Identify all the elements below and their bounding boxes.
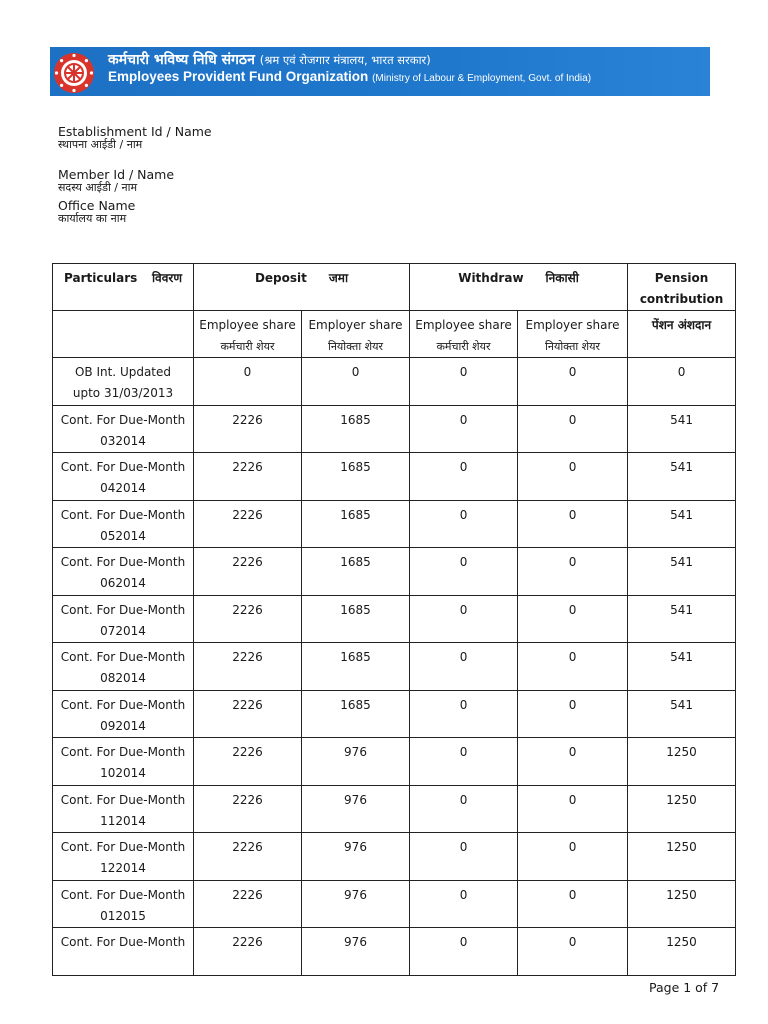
particulars-cell	[53, 500, 194, 548]
member-label-en: Member Id / Name	[58, 167, 175, 182]
office-label-hi: कार्यालय का नाम	[58, 212, 127, 225]
col-deposit-header	[194, 264, 410, 311]
particulars-line1: Cont. For Due-Month	[60, 887, 186, 902]
deposit-employee-cell: 2226	[194, 643, 302, 691]
particulars-line1: Cont. For Due-Month	[60, 412, 186, 427]
pension-line2: contribution	[639, 292, 724, 306]
withdraw-employer-cell: 0	[518, 643, 628, 691]
subheader-withdraw-employer	[518, 311, 628, 358]
establishment-label-en: Establishment Id / Name	[58, 124, 212, 139]
withdraw-employer-cell: 0	[518, 405, 628, 453]
deposit-employee-cell: 2226	[194, 690, 302, 738]
withdraw-employer-cell: 0	[518, 880, 628, 928]
withdraw-employer-cell: 0	[518, 785, 628, 833]
subheader-withdraw-employee	[410, 311, 518, 358]
subheader-pension	[628, 311, 736, 358]
table-row	[53, 358, 736, 406]
header-title-english	[108, 69, 591, 84]
pension-cell: 1250	[628, 785, 736, 833]
particulars-line2: 042014	[100, 481, 146, 495]
table-row	[53, 880, 736, 928]
table-row	[53, 690, 736, 738]
withdraw-employee-cell: 0	[410, 405, 518, 453]
deposit-employee-cell: 2226	[194, 548, 302, 596]
deposit-employer-cell: 1685	[302, 500, 410, 548]
dep-emp-en: Employee share	[199, 318, 296, 332]
withdraw-employee-cell: 0	[410, 690, 518, 738]
withdraw-employer-cell: 0	[518, 690, 628, 738]
deposit-employer-cell: 1685	[302, 595, 410, 643]
withdraw-employee-cell: 0	[410, 738, 518, 786]
table-row	[53, 500, 736, 548]
withdraw-employer-cell: 0	[518, 595, 628, 643]
withdraw-hi: निकासी	[545, 271, 579, 285]
pension-cell: 1250	[628, 738, 736, 786]
withdraw-employee-cell: 0	[410, 785, 518, 833]
withdraw-employer-cell: 0	[518, 738, 628, 786]
col-pension-header	[628, 264, 736, 311]
particulars-line1: Cont. For Due-Month	[60, 507, 186, 522]
table-header-row	[53, 264, 736, 311]
particulars-cell	[53, 548, 194, 596]
particulars-line1: Cont. For Due-Month	[60, 650, 186, 664]
deposit-employer-cell: 0	[302, 358, 410, 406]
deposit-employer-cell: 976	[302, 785, 410, 833]
particulars-line2: 082014	[100, 671, 146, 685]
office-label-en: Office Name	[58, 198, 136, 213]
table-row	[53, 785, 736, 833]
particulars-cell	[53, 738, 194, 786]
deposit-employer-cell: 1685	[302, 690, 410, 738]
deposit-employee-cell: 2226	[194, 453, 302, 501]
ministry-english: (Ministry of Labour & Employment, Govt. of India)	[372, 73, 592, 84]
wd-empr-hi: नियोक्ता शेयर	[544, 340, 601, 353]
org-name-hindi: कर्मचारी भविष्य निधि संगठन	[108, 52, 255, 68]
particulars-line2: 032014	[100, 433, 146, 448]
wd-emp-hi: कर्मचारी शेयर	[436, 340, 491, 353]
withdraw-employer-cell: 0	[518, 453, 628, 501]
subheader-blank-cell	[53, 311, 194, 358]
deposit-employee-cell: 2226	[194, 500, 302, 548]
pension-line1: Pension	[654, 271, 709, 285]
pension-cell: 1250	[628, 880, 736, 928]
withdraw-employee-cell: 0	[410, 643, 518, 691]
table-row	[53, 548, 736, 596]
deposit-employer-cell: 976	[302, 833, 410, 881]
pension-cell: 541	[628, 453, 736, 501]
withdraw-employee-cell: 0	[410, 358, 518, 406]
deposit-hi: जमा	[328, 271, 349, 285]
deposit-employer-cell: 1685	[302, 643, 410, 691]
epfo-logo-icon	[52, 51, 96, 95]
particulars-cell	[53, 595, 194, 643]
member-label	[58, 168, 174, 194]
col-particulars-header	[53, 264, 194, 311]
particulars-line1: Cont. For Due-Month	[60, 792, 186, 807]
pension-cell: 541	[628, 548, 736, 596]
particulars-cell	[53, 690, 194, 738]
withdraw-employee-cell: 0	[410, 595, 518, 643]
deposit-employer-cell: 1685	[302, 453, 410, 501]
deposit-employer-cell: 976	[302, 738, 410, 786]
particulars-cell	[53, 928, 194, 976]
particulars-cell	[53, 643, 194, 691]
table-row	[53, 928, 736, 976]
establishment-label-hi: स्थापना आईडी / नाम	[58, 138, 143, 151]
dep-empr-en: Employer share	[308, 318, 403, 332]
deposit-employee-cell: 2226	[194, 928, 302, 976]
table-row	[53, 405, 736, 453]
particulars-line2: 112014	[100, 813, 146, 828]
particulars-line2: 072014	[100, 623, 146, 638]
particulars-line1: Cont. For Due-Month	[60, 460, 186, 474]
deposit-employee-cell: 2226	[194, 785, 302, 833]
col-withdraw-header	[410, 264, 628, 311]
particulars-cell	[53, 785, 194, 833]
pension-cell: 541	[628, 405, 736, 453]
pension-cell: 1250	[628, 833, 736, 881]
pension-cell: 541	[628, 500, 736, 548]
subheader-deposit-employer	[302, 311, 410, 358]
withdraw-employee-cell: 0	[410, 453, 518, 501]
table-subheader-row	[53, 311, 736, 358]
deposit-employer-cell: 976	[302, 928, 410, 976]
deposit-employee-cell: 2226	[194, 595, 302, 643]
particulars-line2: 092014	[100, 718, 146, 733]
page-number: Page 1 of 7	[649, 980, 720, 995]
withdraw-employee-cell: 0	[410, 500, 518, 548]
deposit-employer-cell: 1685	[302, 548, 410, 596]
dep-empr-hi: नियोक्ता शेयर	[327, 340, 384, 353]
withdraw-employer-cell: 0	[518, 928, 628, 976]
particulars-hi: विवरण	[151, 271, 182, 285]
dep-emp-hi: कर्मचारी शेयर	[220, 340, 275, 353]
ledger-body	[53, 264, 736, 976]
particulars-line1: OB Int. Updated	[74, 365, 172, 379]
subheader-deposit-employee	[194, 311, 302, 358]
pension-cell: 541	[628, 643, 736, 691]
deposit-employer-cell: 976	[302, 880, 410, 928]
pension-cell: 541	[628, 690, 736, 738]
withdraw-employee-cell: 0	[410, 880, 518, 928]
particulars-cell	[53, 833, 194, 881]
particulars-line2: 102014	[100, 766, 146, 780]
pension-cell: 0	[628, 358, 736, 406]
wd-emp-en: Employee share	[415, 318, 512, 332]
particulars-line1: Cont. For Due-Month	[60, 935, 186, 949]
pension-cell: 1250	[628, 928, 736, 976]
deposit-employee-cell: 2226	[194, 833, 302, 881]
withdraw-employer-cell: 0	[518, 548, 628, 596]
particulars-cell	[53, 880, 194, 928]
particulars-line1: Cont. For Due-Month	[60, 745, 186, 759]
pension-hi: पेंशन अंशदान	[651, 318, 712, 332]
deposit-en: Deposit	[254, 271, 307, 285]
deposit-employee-cell: 0	[194, 358, 302, 406]
header-title-hindi	[108, 50, 431, 69]
table-row	[53, 595, 736, 643]
particulars-line2: 122014	[100, 861, 146, 875]
pension-cell: 541	[628, 595, 736, 643]
particulars-line2: 062014	[100, 576, 146, 590]
withdraw-employee-cell: 0	[410, 548, 518, 596]
withdraw-employer-cell: 0	[518, 833, 628, 881]
particulars-line1: Cont. For Due-Month	[60, 602, 186, 617]
pf-ledger-table	[52, 263, 736, 976]
table-row	[53, 738, 736, 786]
org-name-english: Employees Provident Fund Organization	[108, 69, 369, 84]
withdraw-employee-cell: 0	[410, 833, 518, 881]
table-row	[53, 833, 736, 881]
ministry-hindi: (श्रम एवं रोजगार मंत्रालय, भारत सरकार)	[259, 53, 431, 67]
deposit-employer-cell: 1685	[302, 405, 410, 453]
withdraw-employee-cell: 0	[410, 928, 518, 976]
establishment-label	[58, 125, 212, 151]
particulars-en: Particulars	[64, 271, 138, 285]
deposit-employee-cell: 2226	[194, 880, 302, 928]
particulars-line1: Cont. For Due-Month	[60, 555, 186, 569]
wd-empr-en: Employer share	[525, 318, 620, 332]
particulars-cell	[53, 405, 194, 453]
office-label	[58, 199, 135, 225]
table-row	[53, 643, 736, 691]
particulars-line1: Cont. For Due-Month	[60, 840, 186, 854]
deposit-employee-cell: 2226	[194, 405, 302, 453]
withdraw-employer-cell: 0	[518, 358, 628, 406]
particulars-line2: 012015	[100, 908, 146, 923]
withdraw-employer-cell: 0	[518, 500, 628, 548]
withdraw-en: Withdraw	[458, 271, 524, 285]
particulars-cell	[53, 453, 194, 501]
particulars-cell	[53, 358, 194, 406]
particulars-line1: Cont. For Due-Month	[60, 697, 186, 712]
particulars-line2: upto 31/03/2013	[72, 386, 174, 400]
table-row	[53, 453, 736, 501]
particulars-line2: 052014	[100, 528, 146, 543]
member-label-hi: सदस्य आईडी / नाम	[58, 181, 138, 194]
deposit-employee-cell: 2226	[194, 738, 302, 786]
